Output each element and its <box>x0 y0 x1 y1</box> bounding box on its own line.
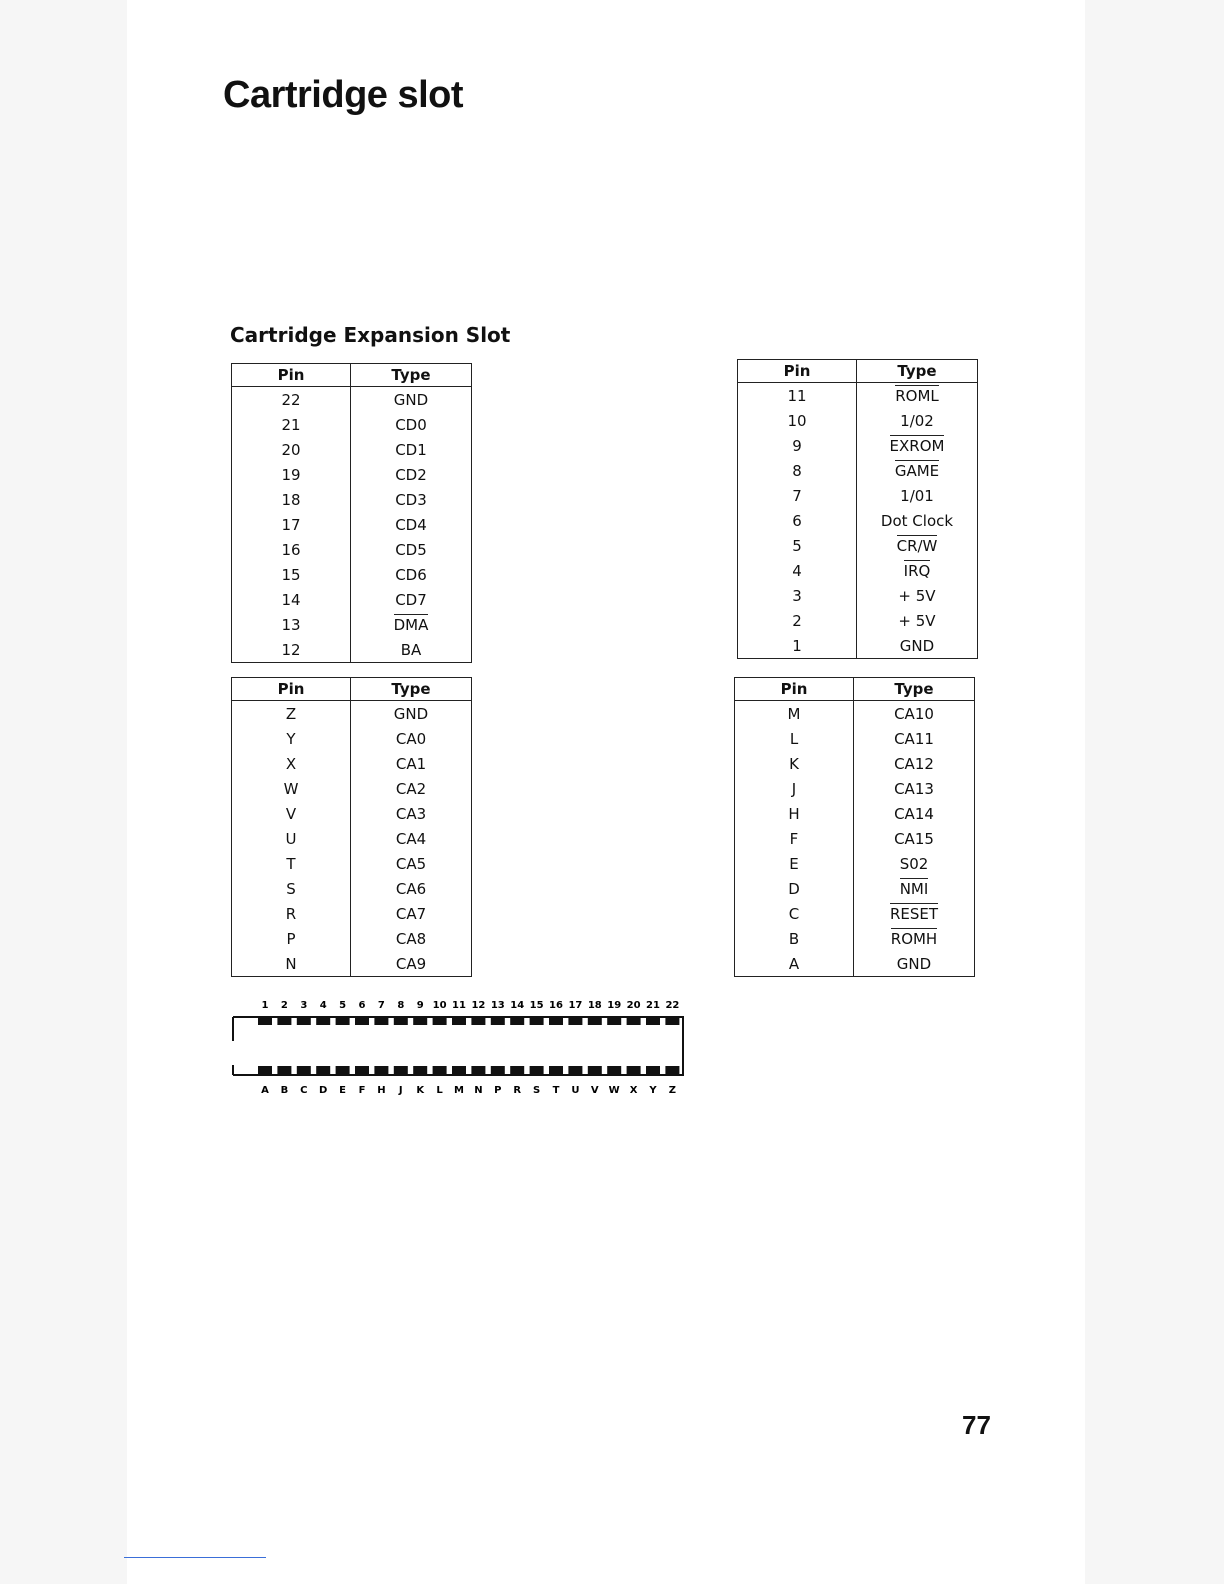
connector-top-label: 18 <box>587 1000 602 1011</box>
connector-top-label: 7 <box>377 1000 385 1011</box>
pin-cell: J <box>735 776 854 801</box>
type-cell <box>351 801 472 826</box>
signal-name: CD7 <box>395 590 427 609</box>
signal-name: CA12 <box>894 754 934 773</box>
signal-name: GND <box>899 636 935 655</box>
table-row <box>232 512 472 537</box>
connector-bottom-label: F <box>358 1085 366 1096</box>
type-cell <box>351 487 472 512</box>
connector-top-pad <box>568 1018 582 1025</box>
connector-bottom-labels <box>261 1085 676 1096</box>
connector-bottom-pad <box>277 1066 291 1074</box>
connector-diagram <box>230 995 690 1105</box>
connector-bottom-label: J <box>398 1085 403 1096</box>
connector-top-label: 1 <box>261 1000 269 1011</box>
connector-bottom-pads <box>258 1066 679 1074</box>
pin-column-header: Pin <box>735 678 854 701</box>
connector-top-label: 14 <box>510 1000 525 1011</box>
connector-bottom-pad <box>316 1066 330 1074</box>
type-cell <box>351 901 472 926</box>
type-cell <box>351 726 472 751</box>
section-subtitle: Cartridge Expansion Slot <box>230 323 511 347</box>
type-cell <box>351 951 472 977</box>
table-row <box>232 901 472 926</box>
connector-bottom-pad <box>491 1066 505 1074</box>
connector-top-label: 3 <box>300 1000 308 1011</box>
signal-name: BA <box>400 640 422 659</box>
pin-cell: T <box>232 851 351 876</box>
type-cell <box>854 776 975 801</box>
connector-top-label: 10 <box>432 1000 447 1011</box>
signal-name: CA0 <box>395 729 427 748</box>
connector-bottom-label: S <box>532 1085 541 1096</box>
table-row <box>232 826 472 851</box>
signal-name: CA7 <box>395 904 427 923</box>
connector-top-label: 2 <box>280 1000 288 1011</box>
connector-top-pad <box>627 1018 641 1025</box>
type-cell <box>854 801 975 826</box>
connector-bottom-pad <box>452 1066 466 1074</box>
table-row <box>735 701 975 727</box>
connector-bottom-pad <box>336 1066 350 1074</box>
pin-column-header: Pin <box>232 364 351 387</box>
pin-cell: 19 <box>232 462 351 487</box>
pin-cell: V <box>232 801 351 826</box>
connector-bottom-label: L <box>436 1085 443 1096</box>
connector-bottom-pad <box>646 1066 660 1074</box>
connector-bottom-label: W <box>608 1085 620 1096</box>
connector-bottom-pad <box>374 1066 388 1074</box>
signal-name: 1/02 <box>900 411 934 430</box>
connector-bottom-label: E <box>339 1085 347 1096</box>
connector-top-pad <box>530 1018 544 1025</box>
type-cell <box>351 512 472 537</box>
table-row <box>232 637 472 663</box>
signal-name: GND <box>896 954 932 973</box>
table-row <box>738 408 978 433</box>
table-row <box>735 876 975 901</box>
type-cell <box>854 851 975 876</box>
pin-cell: 3 <box>738 583 857 608</box>
type-cell <box>854 901 975 926</box>
connector-bottom-label: B <box>280 1085 289 1096</box>
table-row <box>232 612 472 637</box>
type-cell <box>351 562 472 587</box>
connector-bottom-label: Z <box>668 1085 677 1096</box>
pin-cell: 20 <box>232 437 351 462</box>
table-row <box>232 437 472 462</box>
pin-cell: 15 <box>232 562 351 587</box>
connector-top-pad <box>316 1018 330 1025</box>
type-cell <box>857 533 978 558</box>
connector-bottom-label: R <box>513 1085 522 1096</box>
type-cell <box>857 408 978 433</box>
signal-name: CA6 <box>395 879 427 898</box>
signal-name: CD5 <box>395 540 427 559</box>
signal-name: GND <box>393 704 429 723</box>
pin-cell: C <box>735 901 854 926</box>
pin-cell: H <box>735 801 854 826</box>
connector-bottom-label: A <box>261 1085 269 1096</box>
pin-cell: 7 <box>738 483 857 508</box>
pin-cell: D <box>735 876 854 901</box>
connector-bottom-pad <box>530 1066 544 1074</box>
signal-name: CA8 <box>395 929 427 948</box>
connector-svg <box>230 995 690 1105</box>
connector-top-pad <box>452 1018 466 1025</box>
table-row <box>232 801 472 826</box>
connector-bottom-pad <box>627 1066 641 1074</box>
signal-name: CR/W <box>896 536 938 555</box>
connector-top-pad <box>549 1018 563 1025</box>
type-cell <box>351 612 472 637</box>
table-row <box>735 751 975 776</box>
connector-top-label: 9 <box>416 1000 424 1011</box>
connector-bottom-label: P <box>494 1085 502 1096</box>
pin-column-header: Pin <box>232 678 351 701</box>
pin-cell: 2 <box>738 608 857 633</box>
signal-name: CD6 <box>395 565 427 584</box>
pin-cell: 6 <box>738 508 857 533</box>
pin-cell: 17 <box>232 512 351 537</box>
table-row <box>738 533 978 558</box>
signal-name: CA13 <box>894 779 934 798</box>
table-row <box>232 951 472 977</box>
pin-cell: 9 <box>738 433 857 458</box>
table-row <box>738 508 978 533</box>
connector-top-label: 8 <box>397 1000 405 1011</box>
signal-name: ROMH <box>890 929 938 948</box>
connector-top-label: 20 <box>626 1000 641 1011</box>
connector-top-pad <box>336 1018 350 1025</box>
pin-cell: U <box>232 826 351 851</box>
connector-top-pad <box>471 1018 485 1025</box>
pin-cell: Z <box>232 701 351 727</box>
connector-top-pad <box>646 1018 660 1025</box>
type-column-header: Type <box>351 678 472 701</box>
connector-bottom-pad <box>394 1066 408 1074</box>
signal-name: RESET <box>889 904 939 923</box>
connector-top-pad <box>258 1018 272 1025</box>
type-cell <box>854 726 975 751</box>
type-cell <box>857 608 978 633</box>
signal-name: S02 <box>899 854 929 873</box>
connector-top-pad <box>413 1018 427 1025</box>
pin-cell: 21 <box>232 412 351 437</box>
type-cell <box>351 701 472 727</box>
type-cell <box>351 387 472 413</box>
connector-bottom-label: M <box>454 1085 464 1096</box>
pin-cell: M <box>735 701 854 727</box>
connector-top-label: 15 <box>529 1000 544 1011</box>
connector-bottom-pad <box>549 1066 563 1074</box>
pin-cell: 5 <box>738 533 857 558</box>
table-row <box>232 412 472 437</box>
signal-name: CD2 <box>395 465 427 484</box>
connector-top-pad <box>433 1018 447 1025</box>
connector-top-pad <box>394 1018 408 1025</box>
pin-table-top-left <box>231 363 472 663</box>
pin-cell: X <box>232 751 351 776</box>
connector-bottom-label: H <box>377 1085 386 1096</box>
signal-name: + 5V <box>898 611 936 630</box>
table-row <box>232 926 472 951</box>
connector-top-label: 13 <box>490 1000 505 1011</box>
connector-bottom-label: D <box>319 1085 328 1096</box>
signal-name: CA14 <box>894 804 934 823</box>
table-row <box>735 851 975 876</box>
table-row <box>232 776 472 801</box>
signal-name: GAME <box>894 461 940 480</box>
table-row <box>232 726 472 751</box>
type-cell <box>854 751 975 776</box>
type-column-header: Type <box>351 364 472 387</box>
signal-name: CD0 <box>395 415 427 434</box>
pin-cell: F <box>735 826 854 851</box>
pin-cell: L <box>735 726 854 751</box>
signal-name: NMI <box>899 879 929 898</box>
pin-cell: 12 <box>232 637 351 663</box>
table-row <box>738 633 978 659</box>
table-row <box>232 537 472 562</box>
connector-top-pad <box>297 1018 311 1025</box>
pin-cell: 16 <box>232 537 351 562</box>
type-cell <box>351 637 472 663</box>
type-cell <box>854 826 975 851</box>
connector-bottom-label: T <box>552 1085 560 1096</box>
type-cell <box>351 412 472 437</box>
connector-bottom-pad <box>413 1066 427 1074</box>
pin-cell: 18 <box>232 487 351 512</box>
signal-name: CD4 <box>395 515 427 534</box>
table-row <box>232 876 472 901</box>
type-cell <box>857 383 978 409</box>
connector-top-labels <box>262 1000 680 1011</box>
connector-bottom-label: X <box>629 1085 638 1096</box>
type-cell <box>351 826 472 851</box>
signal-name: CA9 <box>395 954 427 973</box>
type-cell <box>351 587 472 612</box>
pin-cell: S <box>232 876 351 901</box>
signal-name: + 5V <box>898 586 936 605</box>
connector-top-label: 4 <box>319 1000 327 1011</box>
type-cell <box>857 483 978 508</box>
pin-cell: 11 <box>738 383 857 409</box>
type-column-header: Type <box>854 678 975 701</box>
pin-cell: A <box>735 951 854 977</box>
signal-name: IRQ <box>903 561 931 580</box>
pin-cell: 8 <box>738 458 857 483</box>
signal-name: CA5 <box>395 854 427 873</box>
type-cell <box>351 751 472 776</box>
connector-top-label: 19 <box>607 1000 622 1011</box>
connector-top-label: 22 <box>665 1000 680 1011</box>
connector-top-label: 5 <box>339 1000 347 1011</box>
connector-top-label: 16 <box>549 1000 563 1011</box>
pin-cell: B <box>735 926 854 951</box>
type-cell <box>857 458 978 483</box>
connector-bottom-label: Y <box>649 1085 657 1096</box>
connector-top-pad <box>277 1018 291 1025</box>
table-row <box>232 587 472 612</box>
connector-bottom-pad <box>471 1066 485 1074</box>
type-cell <box>854 951 975 977</box>
connector-top-pad <box>510 1018 524 1025</box>
signal-name: EXROM <box>889 436 945 455</box>
connector-bottom-label: K <box>416 1085 425 1096</box>
connector-top-pads <box>258 1018 679 1025</box>
type-cell <box>854 701 975 727</box>
pin-cell: W <box>232 776 351 801</box>
table-row <box>232 851 472 876</box>
pin-cell: E <box>735 851 854 876</box>
pin-cell: N <box>232 951 351 977</box>
table-row <box>738 583 978 608</box>
pin-cell: 22 <box>232 387 351 413</box>
pin-cell: 14 <box>232 587 351 612</box>
pin-cell: K <box>735 751 854 776</box>
connector-top-label: 6 <box>358 1000 366 1011</box>
type-cell <box>854 876 975 901</box>
table-row <box>735 726 975 751</box>
table-row <box>735 826 975 851</box>
table-row <box>232 562 472 587</box>
connector-top-pad <box>491 1018 505 1025</box>
signal-name: CD1 <box>395 440 427 459</box>
type-cell <box>351 462 472 487</box>
signal-name: GND <box>393 390 429 409</box>
pin-cell: 1 <box>738 633 857 659</box>
connector-bottom-pad <box>568 1066 582 1074</box>
page-title: Cartridge slot <box>223 74 464 116</box>
type-cell <box>351 437 472 462</box>
pin-table-top-right <box>737 359 978 659</box>
signal-name: 1/01 <box>900 486 934 505</box>
type-cell <box>857 633 978 659</box>
signal-name: CA2 <box>395 779 427 798</box>
connector-top-label: 12 <box>471 1000 486 1011</box>
connector-top-pad <box>665 1018 679 1025</box>
type-cell <box>351 537 472 562</box>
signal-name: CA10 <box>894 704 934 723</box>
type-cell <box>351 776 472 801</box>
connector-bottom-pad <box>258 1066 272 1074</box>
type-cell <box>351 926 472 951</box>
table-row <box>735 901 975 926</box>
table-row <box>232 701 472 727</box>
table-row <box>735 951 975 977</box>
pin-cell: R <box>232 901 351 926</box>
signal-name: CD3 <box>395 490 427 509</box>
connector-bottom-pad <box>297 1066 311 1074</box>
connector-top-label: 11 <box>452 1000 466 1011</box>
connector-bottom-label: N <box>474 1085 483 1096</box>
connector-bottom-pad <box>588 1066 602 1074</box>
pin-cell: 10 <box>738 408 857 433</box>
connector-top-label: 21 <box>646 1000 660 1011</box>
table-row <box>735 926 975 951</box>
pin-table-bottom-left <box>231 677 472 977</box>
connector-bottom-pad <box>433 1066 447 1074</box>
connector-bottom-label: U <box>571 1085 580 1096</box>
page-number: 77 <box>962 1410 991 1440</box>
connector-bottom-label: V <box>590 1085 599 1096</box>
connector-top-pad <box>607 1018 621 1025</box>
connector-top-pad <box>374 1018 388 1025</box>
type-cell <box>857 558 978 583</box>
pin-table-bottom-right <box>734 677 975 977</box>
pin-cell: 4 <box>738 558 857 583</box>
pin-cell: Y <box>232 726 351 751</box>
signal-name: ROML <box>895 386 939 405</box>
type-cell <box>351 876 472 901</box>
type-column-header: Type <box>857 360 978 383</box>
connector-bottom-pad <box>355 1066 369 1074</box>
type-cell <box>857 583 978 608</box>
table-row <box>738 433 978 458</box>
signal-name: CA1 <box>395 754 427 773</box>
table-row <box>232 462 472 487</box>
pin-cell: 13 <box>232 612 351 637</box>
pin-column-header: Pin <box>738 360 857 383</box>
table-row <box>735 776 975 801</box>
table-row <box>738 383 978 409</box>
signal-name: DMA <box>393 615 429 634</box>
connector-top-pad <box>588 1018 602 1025</box>
table-row <box>738 608 978 633</box>
connector-bottom-pad <box>607 1066 621 1074</box>
signal-name: CA11 <box>894 729 934 748</box>
pin-cell: P <box>232 926 351 951</box>
table-row <box>232 387 472 413</box>
table-row <box>735 801 975 826</box>
table-row <box>738 558 978 583</box>
table-row <box>232 487 472 512</box>
table-row <box>232 751 472 776</box>
signal-name: CA4 <box>395 829 427 848</box>
connector-bottom-pad <box>510 1066 524 1074</box>
table-row <box>738 483 978 508</box>
type-cell <box>857 433 978 458</box>
connector-top-pad <box>355 1018 369 1025</box>
type-cell <box>857 508 978 533</box>
connector-bottom-label: C <box>300 1085 308 1096</box>
footer-rule <box>124 1557 266 1558</box>
signal-name: Dot Clock <box>880 511 954 530</box>
type-cell <box>854 926 975 951</box>
connector-top-label: 17 <box>568 1000 583 1011</box>
type-cell <box>351 851 472 876</box>
signal-name: CA15 <box>894 829 934 848</box>
connector-bottom-pad <box>665 1066 679 1074</box>
signal-name: CA3 <box>395 804 427 823</box>
table-row <box>738 458 978 483</box>
